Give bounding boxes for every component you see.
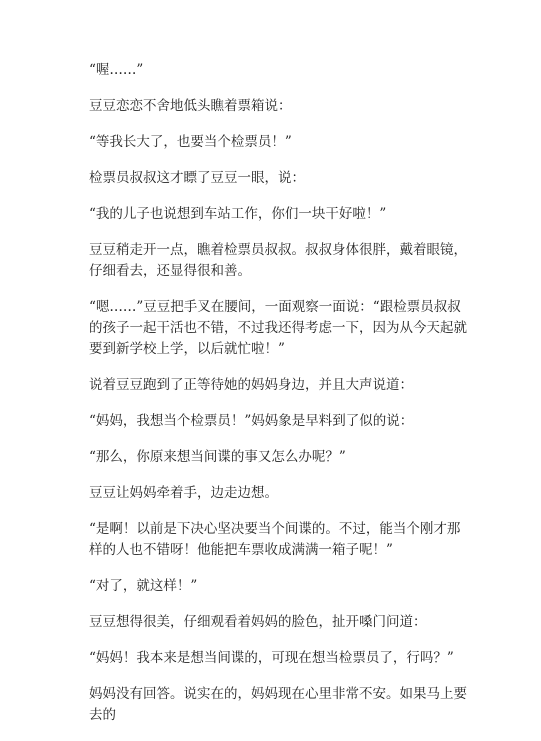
paragraph: “我的儿子也说想到车站工作，你们一块干好啦！” [89, 206, 387, 222]
paragraph: 豆豆想得很美，仔细观看着妈妈的脸色，扯开嗓门问道： [89, 614, 427, 630]
paragraph: “妈妈！我本来是想当间谍的，可现在想当检票员了，行吗？” [89, 650, 454, 666]
paragraph: “嗯……”豆豆把手叉在腰间，一面观察一面说：“跟检票员叔叔的孩子一起干活也不错，不过我还得考虑一下，因为从今天起就要到新学校上学，以后就忙啦！” [89, 299, 467, 357]
paragraph: “喔……” [89, 62, 144, 78]
paragraph: 豆豆让妈妈牵着手，边走边想。 [89, 485, 278, 501]
paragraph: “等我长大了，也要当个检票员！” [89, 134, 292, 150]
paragraph: 豆豆恋恋不舍地低头瞧着票箱说： [89, 98, 292, 114]
paragraph: “对了，就这样！” [89, 578, 198, 594]
paragraph: 检票员叔叔这才瞟了豆豆一眼，说： [89, 170, 305, 186]
paragraph: “妈妈，我想当个检票员！”妈妈象是早料到了似的说： [89, 413, 414, 429]
paragraph: “那么，你原来想当间谍的事又怎么办呢？” [89, 449, 346, 465]
paragraph: 妈妈没有回答。说实在的，妈妈现在心里非常不安。如果马上要去的 [89, 686, 467, 723]
paragraph: “是啊！以前是下决心坚决要当个间谍的。不过，能当个刚才那样的人也不错呀！他能把车票收成满满一箱子呢！” [89, 521, 461, 558]
paragraph: 豆豆稍走开一点，瞧着检票员叔叔。叔叔身体很胖，戴着眼镜，仔细看去，还显得很和善。 [89, 242, 467, 279]
body-text [89, 60, 469, 741]
paragraph: 说着豆豆跑到了正等待她的妈妈身边，并且大声说道： [89, 377, 413, 393]
